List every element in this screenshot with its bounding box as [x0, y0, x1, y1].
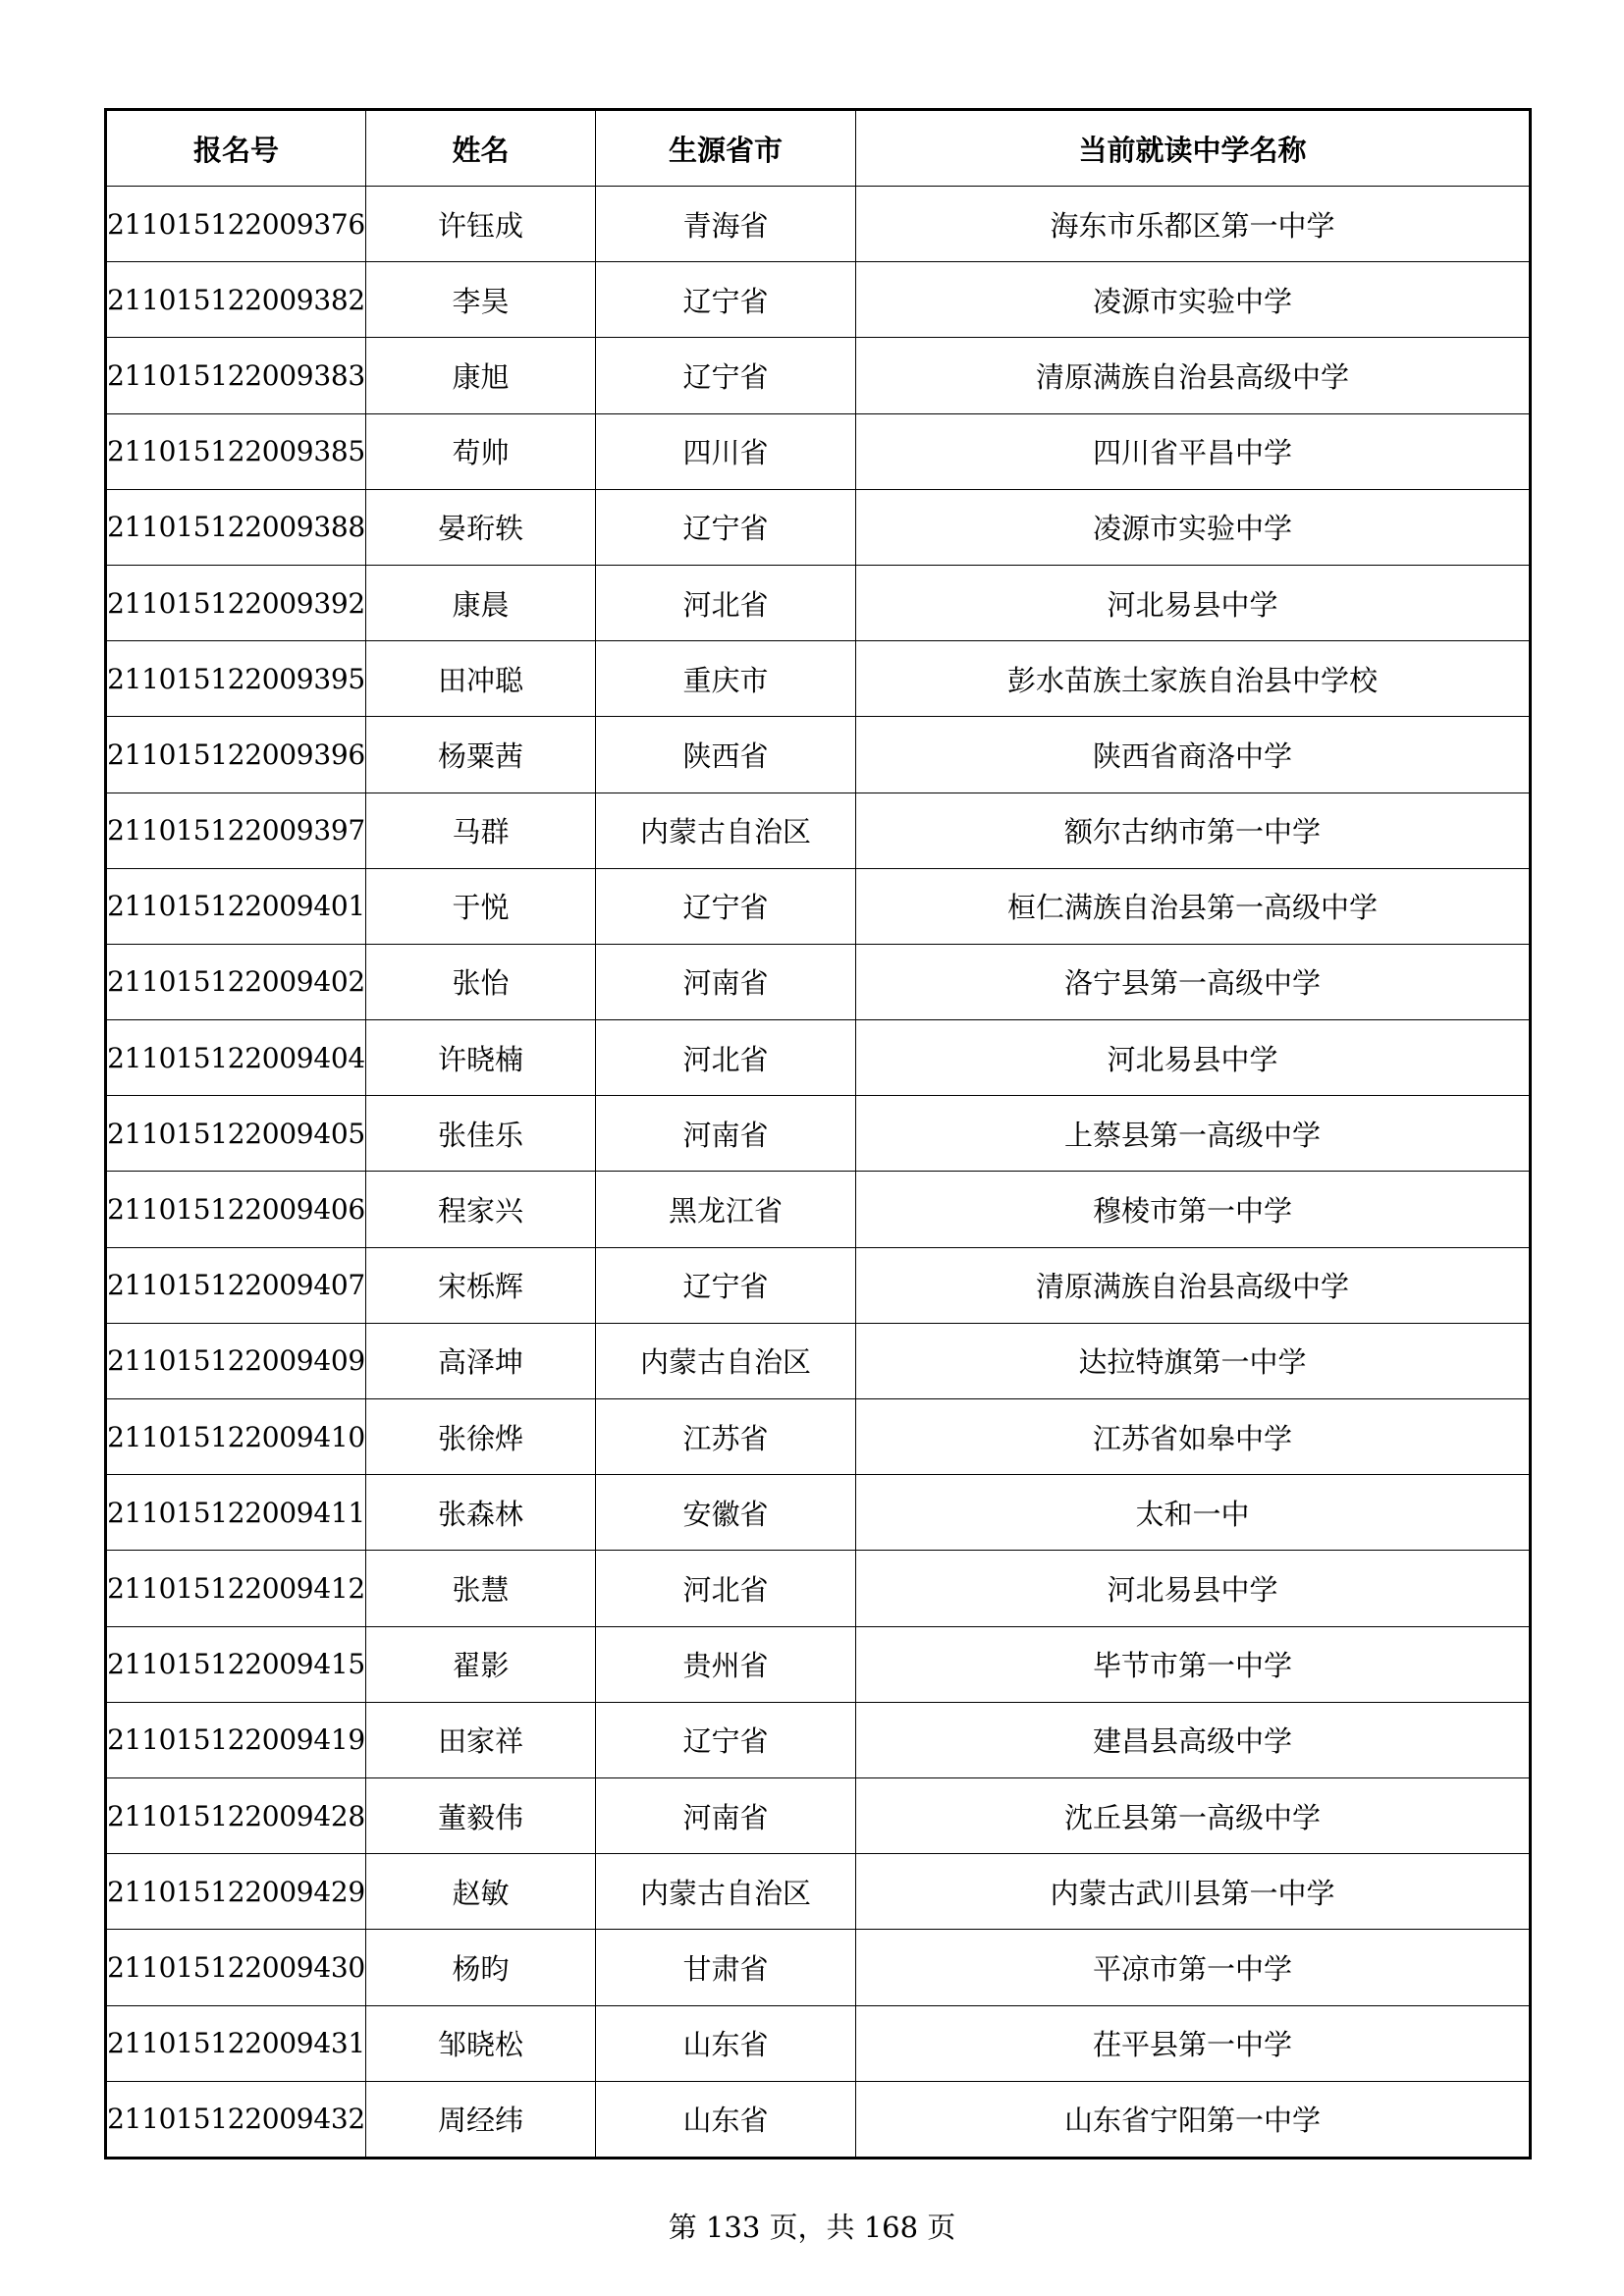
- name-cell: 于悦: [366, 868, 596, 944]
- table-row: [106, 1702, 1531, 1777]
- table-row: [106, 868, 1531, 944]
- school-cell: 山东省宁阳第一中学: [856, 2081, 1531, 2158]
- registration-number-cell: 211015122009388: [106, 489, 366, 565]
- name-cell: 张怡: [366, 944, 596, 1019]
- school-cell: 河北易县中学: [856, 565, 1531, 640]
- table-row: [106, 1475, 1531, 1551]
- table-row: [106, 1247, 1531, 1323]
- registration-number-cell: 211015122009382: [106, 262, 366, 338]
- table-row: [106, 1172, 1531, 1247]
- page-number-footer: 第 133 页，共 168 页: [668, 2211, 956, 2244]
- table-row: [106, 1777, 1531, 1853]
- table-row: [106, 1551, 1531, 1626]
- table-row: [106, 262, 1531, 338]
- registration-number-cell: 211015122009402: [106, 944, 366, 1019]
- name-cell: 张慧: [366, 1551, 596, 1626]
- name-cell: 李昊: [366, 262, 596, 338]
- school-cell: 穆棱市第一中学: [856, 1172, 1531, 1247]
- name-cell: 宋栎辉: [366, 1247, 596, 1323]
- registration-number-cell: 211015122009396: [106, 717, 366, 793]
- school-cell: 海东市乐都区第一中学: [856, 187, 1531, 262]
- name-cell: 张佳乐: [366, 1096, 596, 1172]
- school-cell: 毕节市第一中学: [856, 1626, 1531, 1702]
- province-cell: 辽宁省: [596, 262, 856, 338]
- registration-number-cell: 211015122009419: [106, 1702, 366, 1777]
- table-body: [106, 187, 1531, 2159]
- province-cell: 内蒙古自治区: [596, 1323, 856, 1398]
- roster-table: [104, 108, 1532, 2159]
- school-cell: 额尔古纳市第一中学: [856, 793, 1531, 868]
- column-header-registration-number: 报名号: [106, 110, 366, 187]
- registration-number-cell: 211015122009404: [106, 1020, 366, 1096]
- school-cell: 河北易县中学: [856, 1551, 1531, 1626]
- registration-number-cell: 211015122009383: [106, 338, 366, 413]
- registration-number-cell: 211015122009376: [106, 187, 366, 262]
- table-row: [106, 565, 1531, 640]
- school-cell: 达拉特旗第一中学: [856, 1323, 1531, 1398]
- province-cell: 黑龙江省: [596, 1172, 856, 1247]
- province-cell: 山东省: [596, 2005, 856, 2081]
- registration-number-cell: 211015122009401: [106, 868, 366, 944]
- name-cell: 董毅伟: [366, 1777, 596, 1853]
- registration-number-cell: 211015122009415: [106, 1626, 366, 1702]
- registration-number-cell: 211015122009397: [106, 793, 366, 868]
- name-cell: 晏珩轶: [366, 489, 596, 565]
- name-cell: 田家祥: [366, 1702, 596, 1777]
- name-cell: 苟帅: [366, 413, 596, 489]
- registration-number-cell: 211015122009431: [106, 2005, 366, 2081]
- table-row: [106, 413, 1531, 489]
- table-row: [106, 1020, 1531, 1096]
- column-header-school: 当前就读中学名称: [856, 110, 1531, 187]
- province-cell: 辽宁省: [596, 489, 856, 565]
- registration-number-cell: 211015122009411: [106, 1475, 366, 1551]
- name-cell: 张森林: [366, 1475, 596, 1551]
- table-row: [106, 1626, 1531, 1702]
- province-cell: 内蒙古自治区: [596, 793, 856, 868]
- province-cell: 辽宁省: [596, 868, 856, 944]
- name-cell: 康晨: [366, 565, 596, 640]
- province-cell: 辽宁省: [596, 338, 856, 413]
- school-cell: 沈丘县第一高级中学: [856, 1777, 1531, 1853]
- table-row: [106, 1854, 1531, 1930]
- province-cell: 四川省: [596, 413, 856, 489]
- registration-number-cell: 211015122009395: [106, 641, 366, 717]
- province-cell: 河北省: [596, 565, 856, 640]
- school-cell: 洛宁县第一高级中学: [856, 944, 1531, 1019]
- registration-number-cell: 211015122009429: [106, 1854, 366, 1930]
- table-row: [106, 338, 1531, 413]
- table-row: [106, 489, 1531, 565]
- province-cell: 安徽省: [596, 1475, 856, 1551]
- province-cell: 陕西省: [596, 717, 856, 793]
- school-cell: 凌源市实验中学: [856, 262, 1531, 338]
- table-row: [106, 2005, 1531, 2081]
- name-cell: 许钰成: [366, 187, 596, 262]
- registration-number-cell: 211015122009385: [106, 413, 366, 489]
- province-cell: 内蒙古自治区: [596, 1854, 856, 1930]
- column-header-province: 生源省市: [596, 110, 856, 187]
- name-cell: 杨昀: [366, 1930, 596, 2005]
- registration-number-cell: 211015122009412: [106, 1551, 366, 1626]
- school-cell: 凌源市实验中学: [856, 489, 1531, 565]
- name-cell: 马群: [366, 793, 596, 868]
- table-header-row: [106, 110, 1531, 187]
- table-row: [106, 793, 1531, 868]
- name-cell: 杨粟茜: [366, 717, 596, 793]
- province-cell: 山东省: [596, 2081, 856, 2158]
- table-row: [106, 2081, 1531, 2158]
- name-cell: 翟影: [366, 1626, 596, 1702]
- school-cell: 桓仁满族自治县第一高级中学: [856, 868, 1531, 944]
- name-cell: 高泽坤: [366, 1323, 596, 1398]
- table-row: [106, 717, 1531, 793]
- column-header-name: 姓名: [366, 110, 596, 187]
- province-cell: 重庆市: [596, 641, 856, 717]
- province-cell: 河南省: [596, 944, 856, 1019]
- registration-number-cell: 211015122009428: [106, 1777, 366, 1853]
- registration-number-cell: 211015122009410: [106, 1399, 366, 1475]
- province-cell: 河北省: [596, 1020, 856, 1096]
- school-cell: 清原满族自治县高级中学: [856, 1247, 1531, 1323]
- province-cell: 贵州省: [596, 1626, 856, 1702]
- table-row: [106, 1096, 1531, 1172]
- province-cell: 河南省: [596, 1777, 856, 1853]
- registration-number-cell: 211015122009409: [106, 1323, 366, 1398]
- registration-number-cell: 211015122009405: [106, 1096, 366, 1172]
- table-row: [106, 1399, 1531, 1475]
- province-cell: 辽宁省: [596, 1247, 856, 1323]
- table-row: [106, 187, 1531, 262]
- school-cell: 彭水苗族土家族自治县中学校: [856, 641, 1531, 717]
- province-cell: 河南省: [596, 1096, 856, 1172]
- school-cell: 茌平县第一中学: [856, 2005, 1531, 2081]
- table-row: [106, 944, 1531, 1019]
- registration-number-cell: 211015122009407: [106, 1247, 366, 1323]
- name-cell: 程家兴: [366, 1172, 596, 1247]
- school-cell: 四川省平昌中学: [856, 413, 1531, 489]
- table-row: [106, 641, 1531, 717]
- registration-number-cell: 211015122009406: [106, 1172, 366, 1247]
- school-cell: 上蔡县第一高级中学: [856, 1096, 1531, 1172]
- school-cell: 清原满族自治县高级中学: [856, 338, 1531, 413]
- province-cell: 甘肃省: [596, 1930, 856, 2005]
- registration-number-cell: 211015122009432: [106, 2081, 366, 2158]
- table-row: [106, 1323, 1531, 1398]
- name-cell: 许晓楠: [366, 1020, 596, 1096]
- school-cell: 内蒙古武川县第一中学: [856, 1854, 1531, 1930]
- name-cell: 张徐烨: [366, 1399, 596, 1475]
- name-cell: 邹晓松: [366, 2005, 596, 2081]
- school-cell: 平凉市第一中学: [856, 1930, 1531, 2005]
- school-cell: 河北易县中学: [856, 1020, 1531, 1096]
- school-cell: 太和一中: [856, 1475, 1531, 1551]
- name-cell: 赵敏: [366, 1854, 596, 1930]
- province-cell: 江苏省: [596, 1399, 856, 1475]
- school-cell: 建昌县高级中学: [856, 1702, 1531, 1777]
- name-cell: 周经纬: [366, 2081, 596, 2158]
- school-cell: 陕西省商洛中学: [856, 717, 1531, 793]
- registration-number-cell: 211015122009430: [106, 1930, 366, 2005]
- province-cell: 青海省: [596, 187, 856, 262]
- province-cell: 辽宁省: [596, 1702, 856, 1777]
- name-cell: 田冲聪: [366, 641, 596, 717]
- registration-number-cell: 211015122009392: [106, 565, 366, 640]
- name-cell: 康旭: [366, 338, 596, 413]
- province-cell: 河北省: [596, 1551, 856, 1626]
- school-cell: 江苏省如皋中学: [856, 1399, 1531, 1475]
- table-row: [106, 1930, 1531, 2005]
